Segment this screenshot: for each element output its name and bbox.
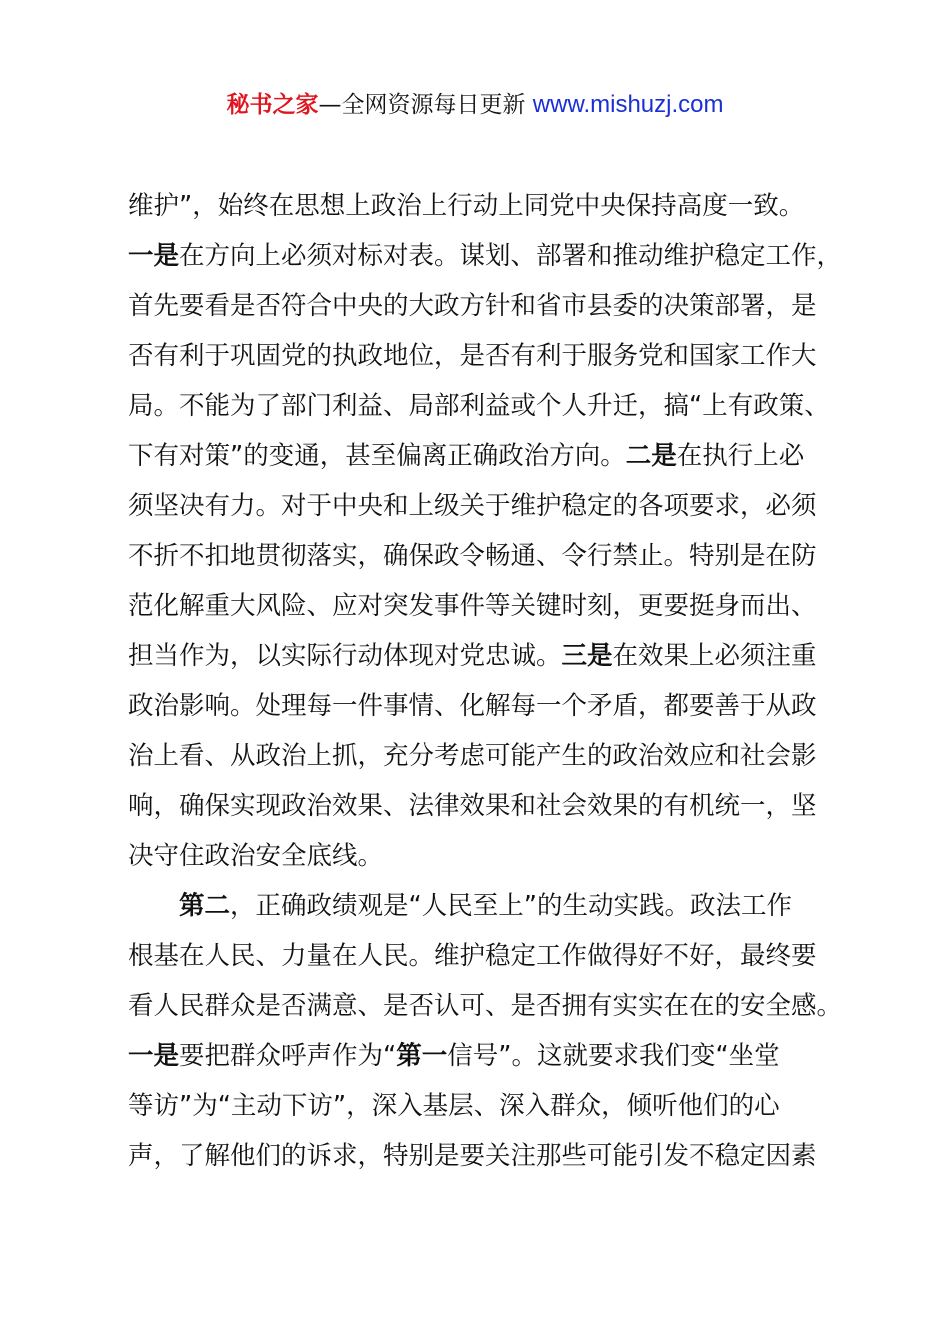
- text-segment: [128, 891, 179, 921]
- text-line: [128, 731, 838, 781]
- page-header: [0, 88, 950, 122]
- text-line: [128, 581, 838, 631]
- text-segment: 维护”，始终在思想上政治上行动上同党中央保持高度一致。: [128, 191, 805, 221]
- text-segment: 响，确保实现政治效果、法律效果和社会效果的有机统一，坚: [128, 791, 817, 821]
- text-line: [128, 1131, 838, 1181]
- text-line: [128, 531, 838, 581]
- text-segment: ，正确政绩观是“人民至上”的生动实践。政法工作: [230, 891, 792, 921]
- bold-marker: 一是: [128, 241, 180, 271]
- text-segment: 担当作为，以实际行动体现对党忠诚。: [128, 641, 562, 671]
- bold-marker: 第一: [396, 1041, 448, 1071]
- text-segment: 在执行上必: [676, 441, 805, 471]
- text-line: [128, 681, 838, 731]
- text-segment: 否有利于巩固党的执政地位，是否有利于服务党和国家工作大: [128, 341, 817, 371]
- text-segment: 下有对策”的变通，甚至偏离正确政治方向。: [128, 441, 626, 471]
- text-line: [128, 1081, 838, 1131]
- text-line: [128, 181, 838, 231]
- text-segment: 根基在人民、力量在人民。维护稳定工作做得好不好，最终要: [128, 941, 817, 971]
- document-body: [128, 181, 843, 1181]
- header-tagline: —全网资源每日更新: [318, 92, 533, 118]
- text-segment: 须坚决有力。对于中央和上级关于维护稳定的各项要求，必须: [128, 491, 817, 521]
- text-line: [128, 931, 838, 981]
- text-segment: 看人民群众是否满意、是否认可、是否拥有实实在在的安全感。: [128, 991, 843, 1021]
- bold-marker: 二是: [625, 441, 677, 471]
- text-segment: 要把群众呼声作为“: [179, 1041, 397, 1071]
- text-segment: 在效果上必须注重: [612, 641, 817, 671]
- text-segment: 局。不能为了部门利益、局部利益或个人升迁，搞“上有政策、: [128, 391, 830, 421]
- text-line: [128, 831, 838, 881]
- bold-marker: 第二: [179, 891, 231, 921]
- text-line: [128, 631, 838, 681]
- brand-name: 秘书之家: [226, 92, 319, 118]
- text-line: [128, 231, 843, 281]
- text-line: [128, 981, 843, 1031]
- text-line: [128, 781, 838, 831]
- text-line: [128, 381, 838, 431]
- text-line: [128, 881, 838, 931]
- text-segment: 不折不扣地贯彻落实，确保政令畅通、令行禁止。特别是在防: [128, 541, 817, 571]
- text-segment: 治上看、从政治上抓，充分考虑可能产生的政治效应和社会影: [128, 741, 817, 771]
- site-url-link[interactable]: www.mishuzj.com: [532, 91, 724, 118]
- text-segment: 范化解重大风险、应对突发事件等关键时刻，更要挺身而出、: [128, 591, 817, 621]
- text-segment: 信号”。这就要求我们变“坐堂: [447, 1041, 780, 1071]
- text-line: [128, 481, 838, 531]
- text-segment: 首先要看是否符合中央的大政方针和省市县委的决策部署，是: [128, 291, 817, 321]
- bold-marker: 一是: [128, 1041, 180, 1071]
- text-segment: 政治影响。处理每一件事情、化解每一个矛盾，都要善于从政: [128, 691, 817, 721]
- text-segment: 声，了解他们的诉求，特别是要关注那些可能引发不稳定因素: [128, 1141, 817, 1171]
- text-segment: 等访”为“主动下访”，深入基层、深入群众，倾听他们的心: [128, 1091, 780, 1121]
- text-line: [128, 1031, 838, 1081]
- bold-marker: 三是: [561, 641, 613, 671]
- text-line: [128, 331, 838, 381]
- text-segment: 决守住政治安全底线。: [128, 841, 384, 871]
- text-segment: 在方向上必须对标对表。谋划、部署和推动维护稳定工作，: [179, 241, 843, 271]
- text-line: [128, 281, 838, 331]
- text-line: [128, 431, 838, 481]
